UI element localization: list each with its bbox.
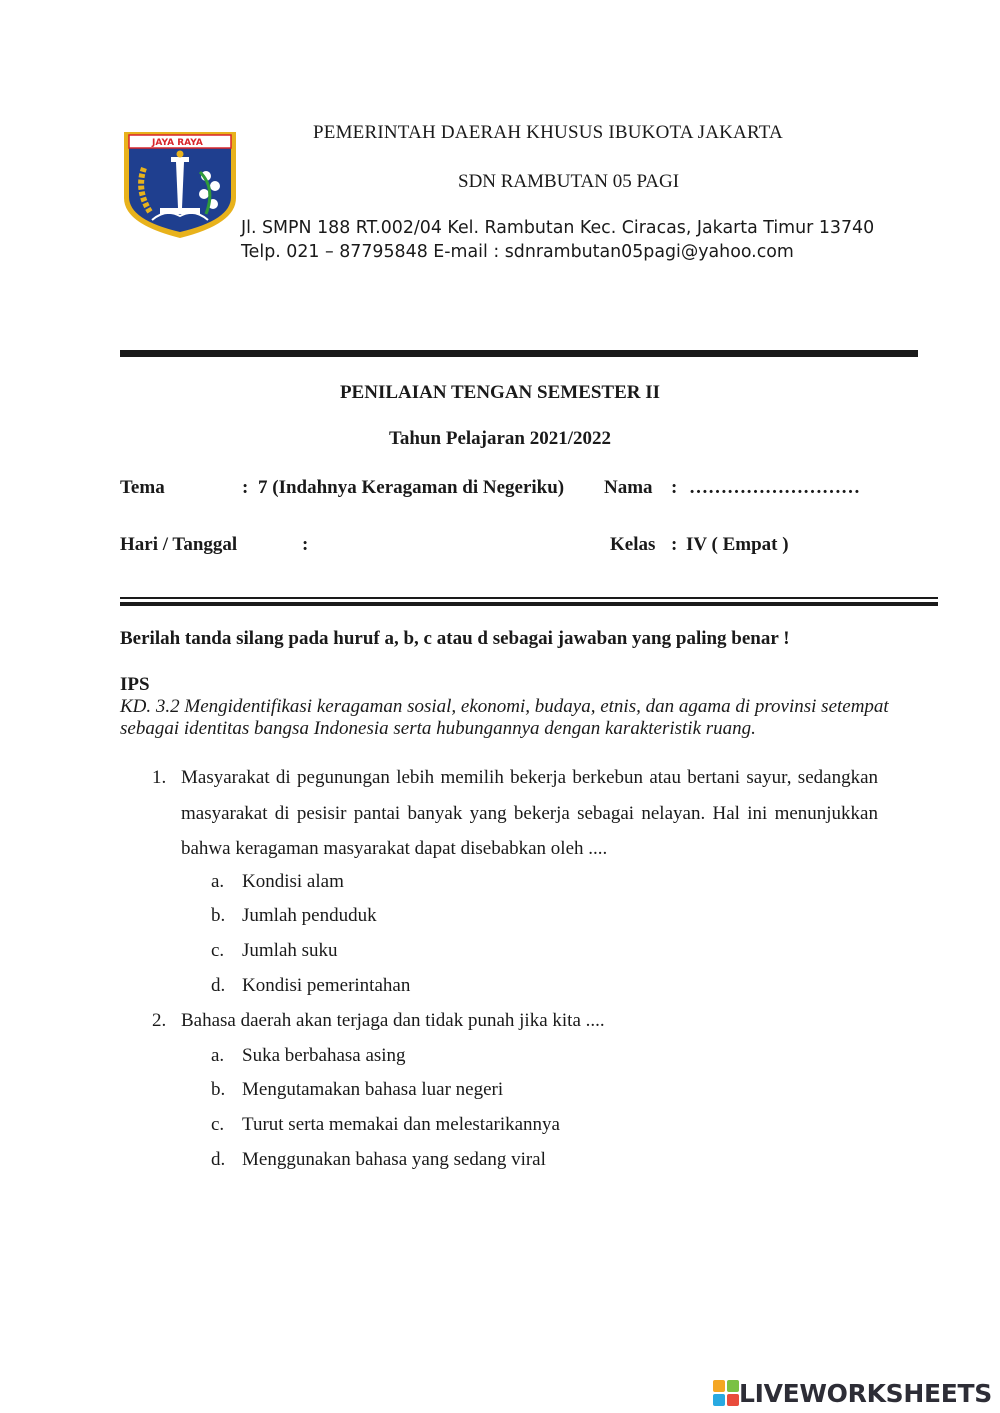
liveworksheets-wordmark: LIVEWORKSHEETS — [738, 1378, 992, 1408]
kd-description: KD. 3.2 Mengidentifikasi keragaman sosial, ekonomi, budaya, etnis, dan agama di provinsi setempat sebagai identitas bangsa Indonesia serta hubungannya dengan karakteristik ruang. — [120, 696, 889, 739]
tema-value: 7 (Indahnya Keragaman di Negeriku) — [258, 477, 565, 498]
option-text: Suka berbahasa asing — [242, 1045, 406, 1066]
school-contact: Telp. 021 – 87795848 E-mail : sdnrambutan05pagi@yahoo.com — [241, 242, 794, 262]
kelas-label: Kelas — [610, 534, 656, 555]
jakarta-emblem-logo — [120, 128, 240, 240]
header-divider — [120, 350, 918, 357]
school-address-block — [241, 216, 874, 264]
option-text: Jumlah suku — [242, 940, 338, 961]
option-letter: d. — [211, 975, 226, 996]
hari-tanggal-separator: : — [302, 534, 309, 555]
nama-separator: : — [671, 477, 678, 498]
info-divider-thick — [120, 602, 938, 606]
question-text: Bahasa daerah akan terjaga dan tidak punah jika kita .... — [181, 1010, 605, 1031]
logo-banner-left: JAYA RAYA — [152, 138, 203, 148]
kelas-value: IV ( Empat ) — [686, 534, 789, 555]
tema-separator: : — [242, 477, 249, 498]
exam-title: PENILAIAN TENGAN SEMESTER II — [339, 382, 661, 403]
option-letter: c. — [211, 940, 225, 961]
nama-label: Nama — [604, 477, 653, 498]
option-letter: b. — [211, 1079, 226, 1100]
question-number: 1. — [152, 767, 167, 788]
academic-year: Tahun Pelajaran 2021/2022 — [388, 428, 612, 449]
liveworksheets-brand — [713, 1378, 992, 1408]
option-letter: d. — [211, 1149, 226, 1170]
option-letter: a. — [211, 1045, 225, 1066]
option-letter: b. — [211, 905, 226, 926]
option-text: Turut serta memakai dan melestarikannya — [242, 1114, 560, 1135]
kelas-separator: : — [671, 534, 678, 555]
instruction-text: Berilah tanda silang pada huruf a, b, c atau d sebagai jawaban yang paling benar ! — [120, 628, 790, 649]
option-text: Kondisi alam — [242, 871, 344, 892]
option-text: Mengutamakan bahasa luar negeri — [242, 1079, 504, 1100]
question-text: Masyarakat di pegunungan lebih memilih bekerja berkebun atau bertani sayur, sedangkan masyarakat di pesisir pantai banyak yang bekerja sebagai nelayan. Hal ini menunjukkan bahwa keragaman masyarakat dapat disebabkan oleh .... — [181, 767, 878, 859]
info-divider-thin — [120, 597, 938, 599]
government-name: PEMERINTAH DAERAH KHUSUS IBUKOTA JAKARTA — [313, 122, 783, 143]
option-letter: c. — [211, 1114, 225, 1135]
option-text: Kondisi pemerintahan — [242, 975, 411, 996]
question-number: 2. — [152, 1010, 167, 1031]
option-letter: a. — [211, 871, 225, 892]
liveworksheets-badge-icon — [713, 1380, 739, 1406]
school-name: SDN RAMBUTAN 05 PAGI — [458, 171, 680, 192]
subject-heading: IPS — [120, 674, 150, 695]
nama-field: ……………………… — [689, 477, 860, 498]
option-text: Jumlah penduduk — [242, 905, 377, 926]
hari-tanggal-label: Hari / Tanggal — [120, 534, 238, 555]
school-address: Jl. SMPN 188 RT.002/04 Kel. Rambutan Kec. Ciracas, Jakarta Timur 13740 — [241, 218, 875, 238]
tema-label: Tema — [120, 477, 165, 498]
option-text: Menggunakan bahasa yang sedang viral — [242, 1149, 546, 1170]
